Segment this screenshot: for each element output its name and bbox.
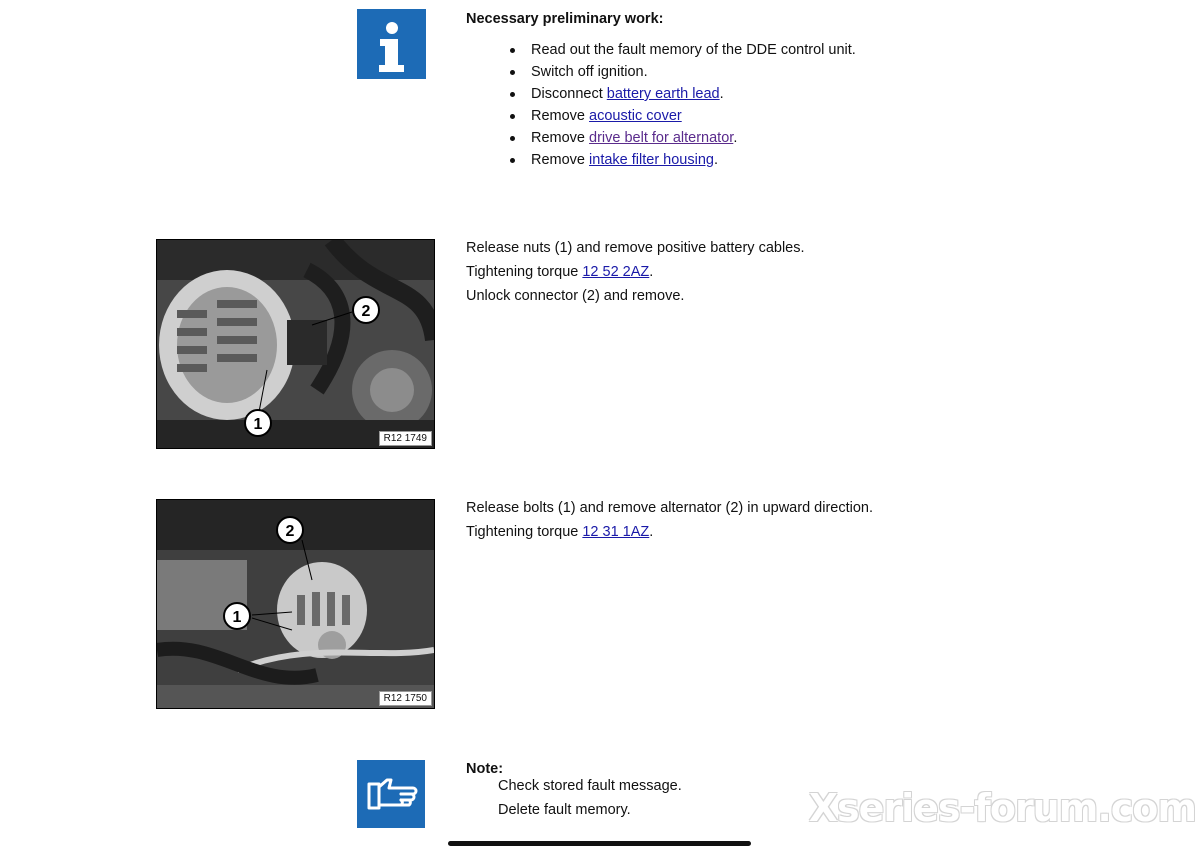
link-battery-earth-lead[interactable]: battery earth lead <box>606 86 720 102</box>
note-text: Check stored fault message. Delete fault memory. <box>498 778 682 818</box>
list-item: Read out the fault memory of the DDE control unit. <box>466 42 856 64</box>
link-torque-12-52-2az[interactable]: 12 52 2AZ <box>582 264 650 280</box>
list-item: Remove drive belt for alternator. <box>466 130 856 152</box>
list-item: Disconnect battery earth lead. <box>466 86 856 108</box>
home-indicator-bar[interactable] <box>448 841 751 846</box>
callout-1: 1 <box>232 609 242 626</box>
link-torque-12-31-1az[interactable]: 12 31 1AZ <box>582 524 650 540</box>
callout-1: 1 <box>253 416 263 433</box>
callout-2: 2 <box>361 303 371 320</box>
link-acoustic-cover[interactable]: acoustic cover <box>589 108 682 124</box>
callout-2: 2 <box>285 523 295 540</box>
note-title: Note: <box>466 761 504 777</box>
preliminary-work-list <box>466 42 856 174</box>
list-item: Remove intake filter housing. <box>466 152 856 174</box>
engine-photo-connector <box>156 239 435 449</box>
list-item: Switch off ignition. <box>466 64 856 86</box>
image-reference: R12 1749 <box>379 431 432 446</box>
pointing-hand-icon <box>357 760 425 828</box>
step-2-text: Release bolts (1) and remove alternator (2) in upward direction. Tightening torque 12 31 1AZ. <box>466 500 874 540</box>
link-drive-belt-alternator[interactable]: drive belt for alternator <box>589 130 734 146</box>
preliminary-work-title: Necessary preliminary work: <box>466 11 664 27</box>
step-1-text: Release nuts (1) and remove positive battery cables. Tightening torque 12 52 2AZ. Unlock connector (2) and remove. <box>466 240 805 304</box>
info-icon <box>357 9 426 79</box>
link-intake-filter-housing[interactable]: intake filter housing <box>589 152 714 168</box>
watermark: Xseries-forum.com <box>808 786 1196 830</box>
engine-photo-alternator <box>156 499 435 709</box>
image-reference: R12 1750 <box>379 691 432 706</box>
list-item: Remove acoustic cover <box>466 108 856 130</box>
